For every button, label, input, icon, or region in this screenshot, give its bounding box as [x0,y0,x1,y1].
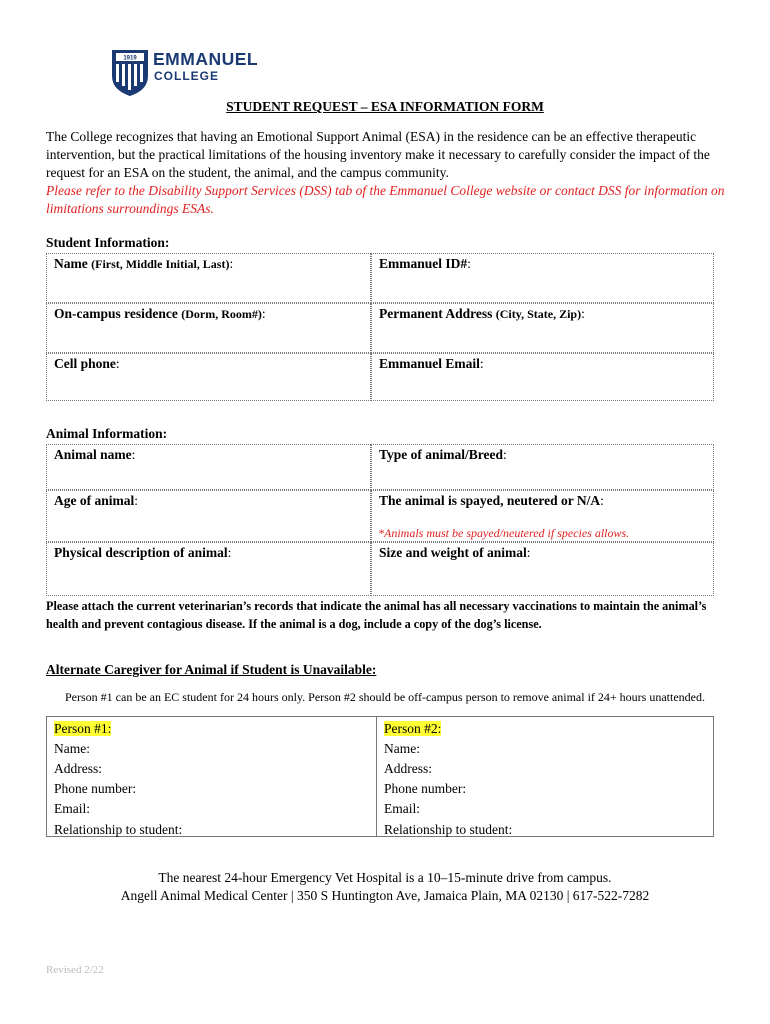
animal-spayed-field[interactable] [371,490,714,542]
person-2-email: Email: [384,801,420,816]
person-1-box[interactable] [46,716,377,837]
animal-type-field[interactable] [371,444,714,490]
person-1-email: Email: [54,801,90,816]
person-1-address: Address: [54,761,102,776]
student-name-label: Name (First, Middle Initial, Last): [54,256,234,271]
emmanuel-id-label: Emmanuel ID#: [379,256,471,271]
student-section-title: Student Information: [46,235,170,250]
vet-hospital-line2: Angell Animal Medical Center | 350 S Huntington Ave, Jamaica Plain, MA 02130 | 617-522-7282 [120,888,650,903]
revision-date: Revised 2/22 [46,964,104,976]
college-crest-icon [110,44,150,98]
emmanuel-email-label: Emmanuel Email: [379,356,484,371]
vet-records-note: Please attach the current veterinarian’s records that indicate the animal has all necessary vaccinations to maintain the animal’s health and prevent contagious disease. If the animal is a dog, include a copy of the dog’s license. [46,599,707,631]
residence-label: On-campus residence (Dorm, Room#): [54,306,266,321]
animal-name-label: Animal name: [54,447,136,462]
residence-field[interactable] [46,303,371,353]
person-2-box[interactable] [376,716,714,837]
animal-name-field[interactable] [46,444,371,490]
person-2-heading: Person #2: [384,721,442,736]
emmanuel-id-field[interactable] [371,253,714,303]
logo-name: EMMANUEL [153,49,259,69]
student-name-field[interactable] [46,253,371,303]
animal-size-field[interactable] [371,542,714,596]
cell-phone-field[interactable] [46,353,371,401]
person-1-name: Name: [54,741,90,756]
person-1-phone: Phone number: [54,781,137,796]
person-2-phone: Phone number: [384,781,467,796]
person-2-address: Address: [384,761,432,776]
animal-description-field[interactable] [46,542,371,596]
animal-age-field[interactable] [46,490,371,542]
college-logo [110,44,270,98]
person-2-relationship: Relationship to student: [384,822,513,837]
intro-paragraph: The College recognizes that having an Emotional Support Animal (ESA) in the residence can be an effective therapeutic intervention, but the practical limitations of the housing inventory make it necessary to carefully consider the impact of the request for an ESA on the student, the animal, and the campus community. [46,129,710,180]
permanent-address-label: Permanent Address (City, State, Zip): [379,306,585,321]
caregiver-section-title: Alternate Caregiver for Animal if Student is Unavailable: [46,662,377,677]
animal-section-title: Animal Information: [46,426,168,441]
spayed-requirement-note: *Animals must be spayed/neutered if species allows. [378,526,630,540]
animal-age-label: Age of animal: [54,493,139,508]
person-1-heading: Person #1: [54,721,112,736]
emmanuel-email-field[interactable] [371,353,714,401]
person-2-name: Name: [384,741,420,756]
caregiver-note: Person #1 can be an EC student for 24 hours only. Person #2 should be off-campus person to remove animal if 24+ hours unattended. [65,690,705,704]
logo-subtitle: COLLEGE [154,69,220,83]
animal-spayed-label: The animal is spayed, neutered or N/A: [379,493,604,508]
intro-note: Please refer to the Disability Support Services (DSS) tab of the Emmanuel College website or contact DSS for information on limitations surroundings ESAs. [46,183,725,216]
logo-year: 1919 [123,55,137,62]
animal-size-label: Size and weight of animal: [379,545,531,560]
vet-hospital-info [0,869,770,905]
cell-phone-label: Cell phone: [54,356,120,371]
animal-type-label: Type of animal/Breed: [379,447,507,462]
person-1-relationship: Relationship to student: [54,822,183,837]
form-title: STUDENT REQUEST – ESA INFORMATION FORM [226,99,544,114]
permanent-address-field[interactable] [371,303,714,353]
vet-hospital-line1: The nearest 24-hour Emergency Vet Hospital is a 10–15-minute drive from campus. [158,870,612,885]
animal-description-label: Physical description of animal: [54,545,232,560]
